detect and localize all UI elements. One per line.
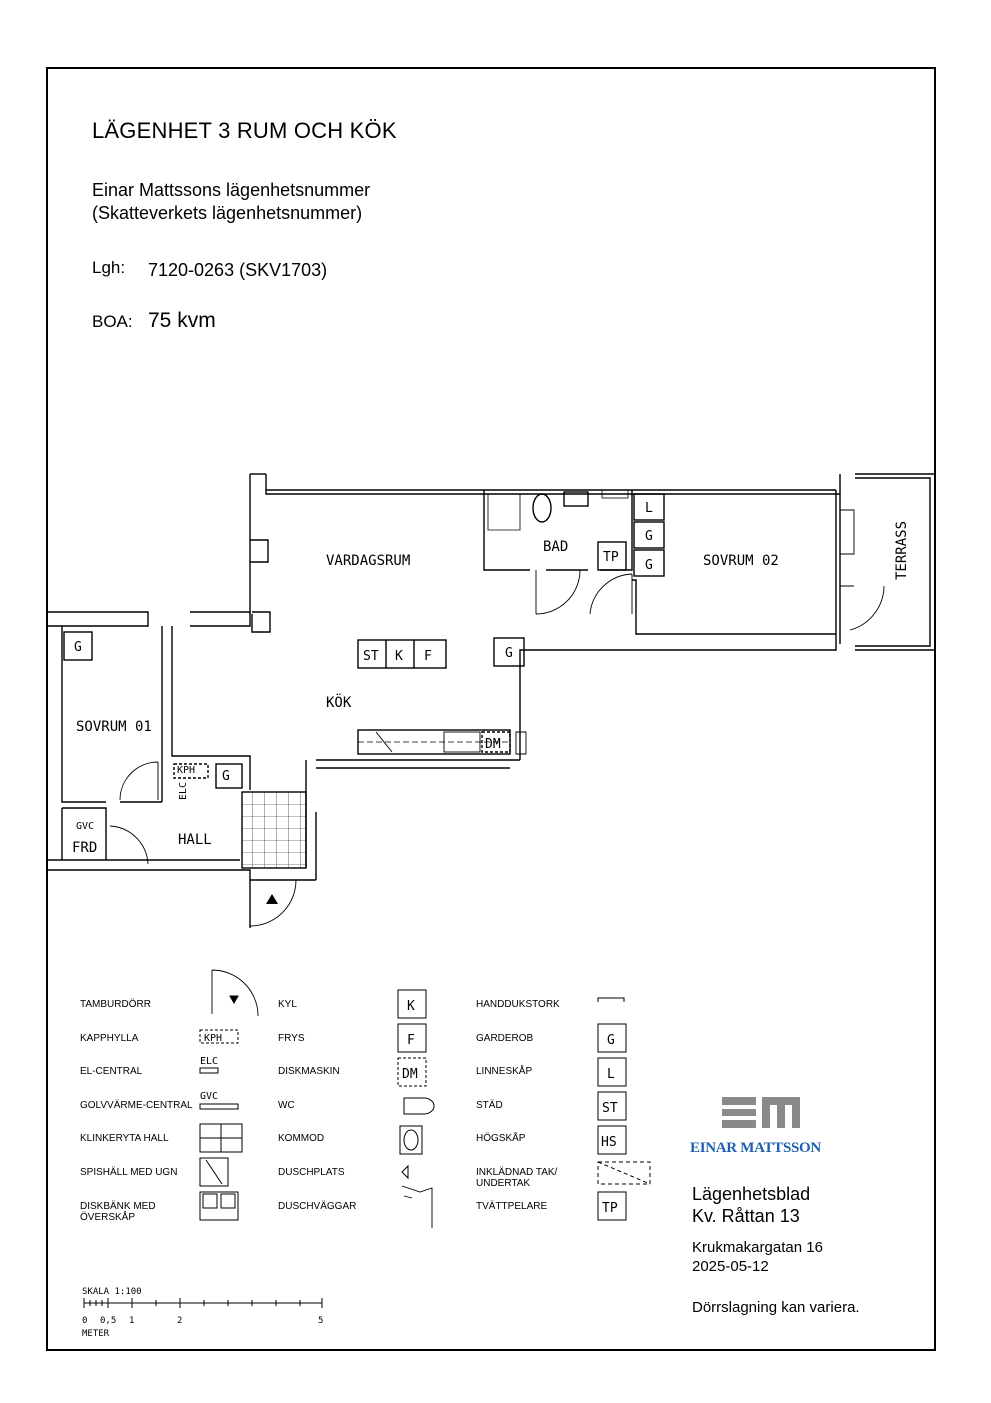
legend-sym-hs: HS bbox=[601, 1135, 617, 1150]
info-lagenhetsblad: Lägenhetsblad bbox=[692, 1184, 811, 1204]
info-date: 2025-05-12 bbox=[692, 1258, 769, 1275]
legend-sym-l: L bbox=[607, 1067, 615, 1082]
legend-sym-k: K bbox=[407, 999, 415, 1014]
info-note: Dörrslagning kan variera. bbox=[692, 1299, 860, 1316]
legend-inkladnad: INKLÄDNAD TAK/ bbox=[476, 1167, 558, 1178]
legend-frys: FRYS bbox=[278, 1033, 305, 1044]
legend-el-central: EL-CENTRAL bbox=[80, 1066, 143, 1077]
plan-sym-l: L bbox=[645, 501, 653, 516]
legend-spishall: SPISHÄLL MED UGN bbox=[80, 1167, 178, 1178]
lgh-label: Lgh: bbox=[92, 258, 126, 277]
room-terrass: TERRASS bbox=[894, 520, 910, 580]
scale-tick-2: 2 bbox=[177, 1316, 183, 1326]
plan-sym-kph: KPH bbox=[177, 765, 196, 776]
scale-tick-05: 0,5 bbox=[100, 1316, 117, 1326]
info-address: Krukmakargatan 16 bbox=[692, 1239, 823, 1256]
scale-tick-5: 5 bbox=[318, 1316, 324, 1326]
legend-sym-f: F bbox=[407, 1033, 415, 1048]
legend-kyl: KYL bbox=[278, 999, 297, 1010]
company-name: EINAR MATTSSON bbox=[690, 1140, 821, 1156]
legend-wc: WC bbox=[278, 1100, 295, 1111]
legend-linneskap: LINNESKÅP bbox=[476, 1066, 533, 1077]
plan-sym-frd: FRD bbox=[72, 840, 98, 856]
legend-klinkeryta: KLINKERYTA HALL bbox=[80, 1133, 169, 1144]
legend-sym-tp: TP bbox=[602, 1201, 618, 1216]
boa-label: BOA: bbox=[92, 312, 133, 331]
legend-stad: STÄD bbox=[476, 1100, 503, 1111]
scale-label: SKALA 1:100 bbox=[82, 1287, 142, 1297]
room-sovrum-02: SOVRUM 02 bbox=[703, 553, 779, 569]
plan-sym-g-s02a: G bbox=[645, 529, 653, 544]
plan-sym-g-sovrum01: G bbox=[74, 640, 82, 655]
plan-sym-g-s02b: G bbox=[645, 558, 653, 573]
entry-arrow-icon bbox=[266, 894, 278, 904]
plan-sym-f: F bbox=[424, 649, 432, 664]
legend-sym-gvc: GVC bbox=[200, 1091, 219, 1102]
plan-sym-tp: TP bbox=[603, 550, 619, 565]
lgh-value: 7120-0263 (SKV1703) bbox=[148, 260, 328, 280]
legend-sym-kph: KPH bbox=[204, 1033, 223, 1044]
legend-duschvaggar: DUSCHVÄGGAR bbox=[278, 1201, 357, 1212]
boa-value: 75 kvm bbox=[148, 309, 216, 332]
scale-bar bbox=[84, 1298, 322, 1308]
legend-sym-dm: DM bbox=[402, 1067, 418, 1082]
scale-tick-1: 1 bbox=[129, 1316, 135, 1326]
plan-sym-dm: DM bbox=[485, 737, 501, 752]
room-sovrum-01: SOVRUM 01 bbox=[76, 719, 152, 735]
room-bad: BAD bbox=[543, 539, 569, 555]
plan-sym-g-hall: G bbox=[222, 769, 230, 784]
legend-sym-st: ST bbox=[602, 1101, 618, 1116]
company-logo-icon bbox=[722, 1097, 800, 1128]
room-kok: KÖK bbox=[326, 695, 352, 711]
legend-sym-elc: ELC bbox=[200, 1056, 219, 1067]
scale-unit: METER bbox=[82, 1329, 110, 1339]
legend-diskmaskin: DISKMASKIN bbox=[278, 1066, 340, 1077]
legend-tvattpelare: TVÄTTPELARE bbox=[476, 1201, 548, 1212]
legend-kommod: KOMMOD bbox=[278, 1133, 325, 1144]
info-kvarter: Kv. Råttan 13 bbox=[692, 1206, 800, 1226]
room-hall: HALL bbox=[178, 832, 212, 848]
legend-overskap: ÖVERSKÅP bbox=[80, 1212, 136, 1223]
plan-sym-g-kitchen: G bbox=[505, 646, 513, 661]
legend-duschplats: DUSCHPLATS bbox=[278, 1167, 345, 1178]
legend-diskbank: DISKBÄNK MED bbox=[80, 1201, 156, 1212]
page-title: LÄGENHET 3 RUM OCH KÖK bbox=[92, 118, 397, 143]
plan-sym-k: K bbox=[395, 649, 403, 664]
legend-tamburdorr: TAMBURDÖRR bbox=[80, 999, 151, 1010]
legend-kapphylla: KAPPHYLLA bbox=[80, 1033, 139, 1044]
plan-sym-gvc: GVC bbox=[76, 821, 95, 832]
legend-undertak: UNDERTAK bbox=[476, 1178, 531, 1189]
tax-number-label: (Skatteverkets lägenhetsnummer) bbox=[92, 203, 363, 223]
plan-sym-elc: ELC bbox=[178, 781, 189, 800]
legend-handdukstork: HANDDUKSTORK bbox=[476, 999, 560, 1010]
legend-golvvarme: GOLVVÄRME-CENTRAL bbox=[80, 1100, 193, 1111]
room-vardagsrum: VARDAGSRUM bbox=[326, 553, 411, 569]
legend-hogskap: HÖGSKÅP bbox=[476, 1133, 526, 1144]
plan-sym-st: ST bbox=[363, 649, 379, 664]
legend-sym-g: G bbox=[607, 1033, 615, 1048]
scale-tick-0: 0 bbox=[82, 1316, 88, 1326]
legend-garderob: GARDEROB bbox=[476, 1033, 534, 1044]
apartment-number-label: Einar Mattssons lägenhetsnummer bbox=[92, 180, 371, 200]
